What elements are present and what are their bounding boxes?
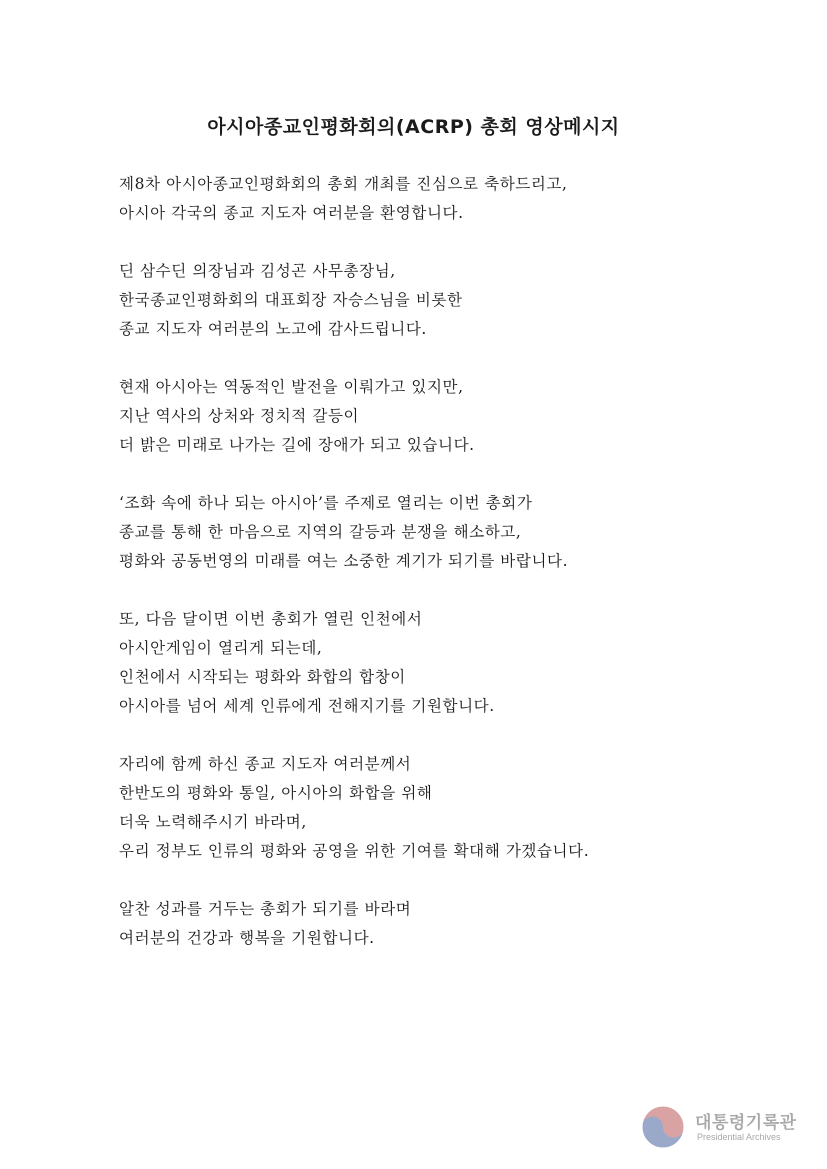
message-body xyxy=(119,170,779,982)
text-line: 우리 정부도 인류의 평화와 공영을 위한 기여를 확대해 가겠습니다. xyxy=(119,842,590,860)
text-line: 종교 지도자 여러분의 노고에 감사드립니다. xyxy=(119,320,427,338)
taegeuk-emblem-icon xyxy=(640,1104,686,1150)
text-line: 한국종교인평화회의 대표회장 자승스님을 비롯한 xyxy=(119,291,463,309)
archive-watermark xyxy=(640,1104,810,1152)
archive-name-korean: 대통령기록관 xyxy=(695,1113,797,1133)
paragraph xyxy=(119,257,779,344)
paragraph xyxy=(119,750,779,866)
text-line: 여러분의 건강과 행복을 기원합니다. xyxy=(119,929,375,947)
text-line: ‘조화 속에 하나 되는 아시아’를 주제로 열리는 이번 총회가 xyxy=(119,494,533,512)
text-line: 또, 다음 달이면 이번 총회가 열린 인천에서 xyxy=(119,610,423,628)
text-line: 자리에 함께 하신 종교 지도자 여러분께서 xyxy=(119,755,412,773)
text-line: 한반도의 평화와 통일, 아시아의 화합을 위해 xyxy=(119,784,433,802)
text-line: 아시아 각국의 종교 지도자 여러분을 환영합니다. xyxy=(119,204,464,222)
text-line: 현재 아시아는 역동적인 발전을 이뤄가고 있지만, xyxy=(119,378,464,396)
page-title: 아시아종교인평화회의(ACRP) 총회 영상메시지 xyxy=(207,116,620,138)
text-line: 더 밝은 미래로 나가는 길에 장애가 되고 있습니다. xyxy=(119,436,475,454)
text-line: 더욱 노력해주시기 바라며, xyxy=(119,813,307,831)
paragraph xyxy=(119,605,779,721)
paragraph xyxy=(119,895,779,953)
text-line: 인천에서 시작되는 평화와 화합의 합창이 xyxy=(119,668,406,686)
text-line: 평화와 공동번영의 미래를 여는 소중한 계기가 되기를 바랍니다. xyxy=(119,552,569,570)
paragraph xyxy=(119,489,779,576)
text-line: 지난 역사의 상처와 정치적 갈등이 xyxy=(119,407,360,425)
text-line: 알찬 성과를 거두는 총회가 되기를 바라며 xyxy=(119,900,412,918)
paragraph xyxy=(119,373,779,460)
text-line: 종교를 통해 한 마음으로 지역의 갈등과 분쟁을 해소하고, xyxy=(119,523,522,541)
text-line: 아시안게임이 열리게 되는데, xyxy=(119,639,323,657)
paragraph xyxy=(119,170,779,228)
text-line: 제8차 아시아종교인평화회의 총회 개최를 진심으로 축하드리고, xyxy=(119,175,568,193)
text-line: 아시아를 넘어 세계 인류에게 전해지기를 기원합니다. xyxy=(119,697,495,715)
archive-name-english: Presidential Archives xyxy=(697,1132,781,1142)
text-line: 딘 삼수딘 의장님과 김성곤 사무총장님, xyxy=(119,262,396,280)
